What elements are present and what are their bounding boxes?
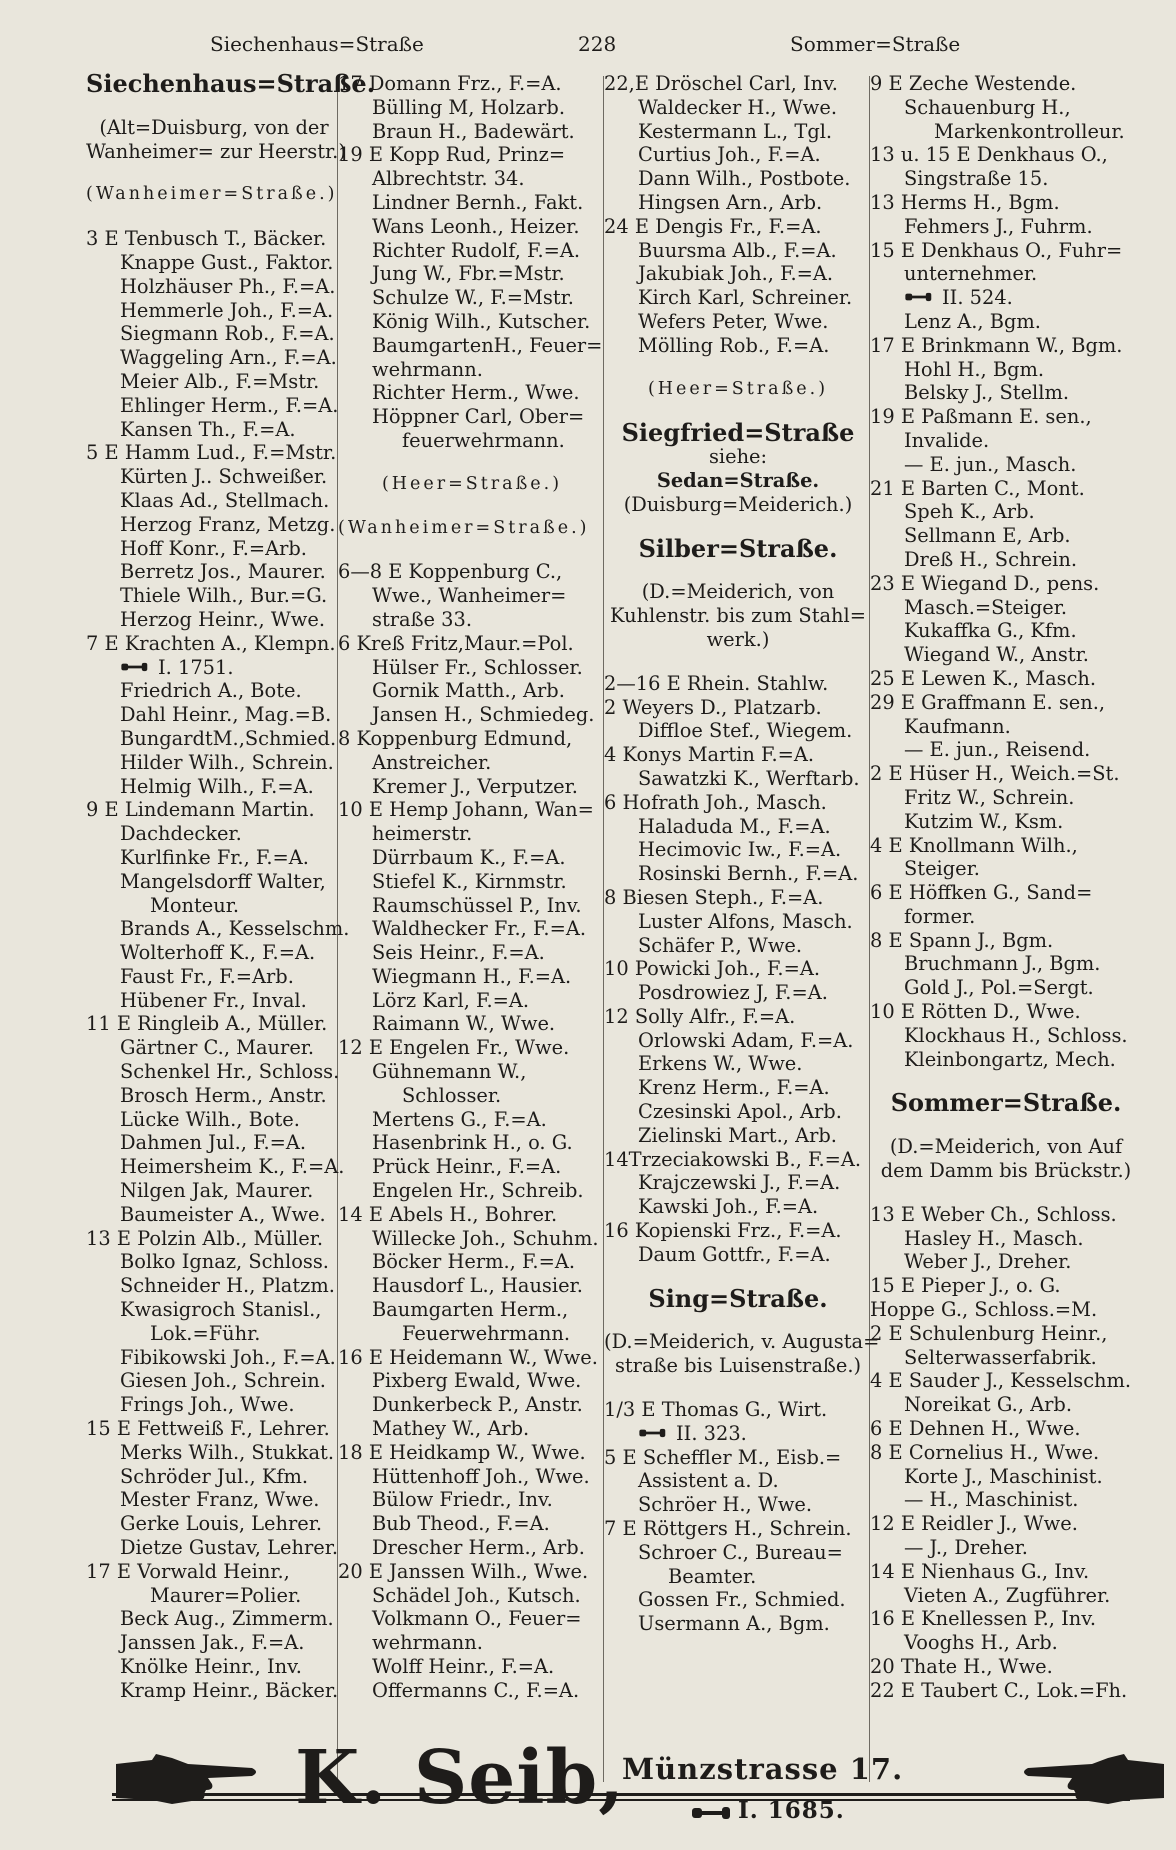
directory-line: Kukaffka G., Kfm. <box>904 619 1077 643</box>
directory-line: Mangelsdorff Walter, <box>120 869 326 893</box>
directory-line: Willecke Joh., Schuhm. <box>372 1226 599 1250</box>
directory-line: Diffloe Stef., Wiegem. <box>638 719 853 743</box>
directory-line: 5 E Scheffler M., Eisb.= <box>604 1445 842 1469</box>
directory-line: 16 Kopienski Frz., F.=A. <box>604 1219 842 1243</box>
directory-line: Friedrich A., Bote. <box>120 679 302 703</box>
telephone-icon <box>120 660 150 674</box>
directory-line: 10 Powicki Joh., F.=A. <box>604 957 820 981</box>
directory-line: Hemmerle Joh., F.=A. <box>120 298 334 322</box>
directory-line: 13 E Polzin Alb., Müller. <box>86 1226 323 1250</box>
directory-line: 12 Solly Alfr., F.=A. <box>604 1004 796 1028</box>
directory-line: 2—16 E Rhein. Stahlw. <box>604 671 829 695</box>
directory-line: Kaufmann. <box>904 714 1011 738</box>
directory-line: 11 E Ringleib A., Müller. <box>86 1012 328 1036</box>
spacer <box>870 1115 1142 1135</box>
spacer <box>338 453 606 473</box>
directory-line: Prück Heinr., F.=A. <box>372 1155 562 1179</box>
directory-line: Ehlinger Herm., F.=A. <box>120 393 339 417</box>
directory-line: Selterwasserfabrik. <box>904 1345 1097 1369</box>
directory-line: 7 E Krachten A., Klempn. <box>86 631 336 655</box>
directory-line: 2 E Schulenburg Heinr., <box>870 1321 1108 1345</box>
directory-line: Dunkerbeck P., Anstr. <box>372 1393 583 1417</box>
directory-line: Hecimovic Iw., F.=A. <box>638 838 842 862</box>
directory-line: Haladuda M., F.=A. <box>638 814 831 838</box>
directory-line: 4 E Sauder J., Kesselschm. <box>870 1369 1132 1393</box>
directory-line: Thiele Wilh., Bur.=G. <box>120 584 328 608</box>
telephone-icon <box>638 1426 668 1440</box>
directory-line: Mertens G., F.=A. <box>372 1107 547 1131</box>
directory-line: Hasley H., Masch. <box>904 1226 1084 1250</box>
directory-line: 19 E Kopp Rud, Prinz= <box>338 143 566 167</box>
directory-line: Wanheimer= zur Heerstr.) <box>86 139 346 163</box>
directory-line: heimerstr. <box>372 822 473 846</box>
directory-line: Vooghs H., Arb. <box>904 1631 1058 1655</box>
directory-line: Kutzim W., Ksm. <box>904 809 1064 833</box>
directory-line: Hoff Konr., F.=Arb. <box>120 536 307 560</box>
street-heading: Siechenhaus=Straße. <box>86 69 376 98</box>
directory-line: 6 E Höffken G., Sand= <box>870 881 1093 905</box>
spacer <box>604 652 872 672</box>
directory-line: Markenkontrolleur. <box>934 119 1125 143</box>
directory-line: — E. jun., Masch. <box>904 452 1077 476</box>
directory-line: Sedan=Straße. <box>656 468 820 492</box>
directory-line: Richter Rudolf, F.=A. <box>372 238 581 262</box>
directory-line: Rosinski Bernh., F.=A. <box>638 862 859 886</box>
telephone-number-text: II. 524. <box>942 286 1013 310</box>
directory-line: 12 E Reidler J., Wwe. <box>870 1512 1078 1536</box>
column-4 <box>870 72 1142 1782</box>
directory-line: Dürrbaum K., F.=A. <box>372 845 566 869</box>
telephone-number <box>604 1422 872 1446</box>
directory-line: Faust Fr., F.=Arb. <box>120 964 294 988</box>
directory-line: Hübener Fr., Inval. <box>120 988 307 1012</box>
page-number: 228 <box>578 32 617 56</box>
directory-line: Wiegmann H., F.=A. <box>372 964 572 988</box>
directory-line: Kuhlenstr. bis zum Stahl= <box>610 604 866 628</box>
directory-line: Hausdorf L., Hausier. <box>372 1274 583 1298</box>
directory-line: 6 Hofrath Joh., Masch. <box>604 790 827 814</box>
directory-line: Jakubiak Joh., F.=A. <box>638 262 834 286</box>
directory-line: 22,E Dröschel Carl, Inv. <box>604 72 838 95</box>
directory-line: 17 Domann Frz., F.=A. <box>338 72 562 95</box>
directory-line: 12 E Engelen Fr., Wwe. <box>338 1036 570 1060</box>
directory-line: Waggeling Arn., F.=A. <box>120 346 337 370</box>
directory-line: Fibikowski Joh., F.=A. <box>120 1345 336 1369</box>
directory-line: 25 E Lewen K., Masch. <box>870 666 1097 690</box>
directory-line: Mathey W., Arb. <box>372 1417 530 1441</box>
directory-line: Mölling Rob., F.=A. <box>638 333 830 357</box>
directory-line: Anstreicher. <box>372 750 492 774</box>
directory-line: Dann Wilh., Postbote. <box>638 167 851 191</box>
directory-line: 10 E Rötten D., Wwe. <box>870 1000 1081 1024</box>
directory-line: Buursma Alb., F.=A. <box>638 238 837 262</box>
street-heading: Siegfried=Straße <box>621 418 855 448</box>
running-head-left: Siechenhaus=Straße <box>210 32 424 56</box>
directory-line: Orlowski Adam, F.=A. <box>638 1028 854 1052</box>
directory-line: Dachdecker. <box>120 822 242 846</box>
directory-line: Zielinski Mart., Arb. <box>638 1123 837 1147</box>
directory-line: Weber J., Dreher. <box>904 1250 1072 1274</box>
directory-line: Kramp Heinr., Bäcker. <box>120 1678 339 1702</box>
directory-line: 23 E Wiegand D., pens. <box>870 571 1100 595</box>
directory-line: 6 Kreß Fritz,Maur.=Pol. <box>338 631 574 655</box>
directory-line: Schröer H., Wwe. <box>638 1493 813 1517</box>
directory-line: Belsky J., Stellm. <box>904 381 1070 405</box>
directory-line: Lücke Wilh., Bote. <box>120 1107 300 1131</box>
directory-line: Klockhaus H., Schloss. <box>904 1023 1128 1047</box>
directory-line: Feuerwehrmann. <box>402 1321 571 1345</box>
directory-line: 14Trzeciakowski B., F.=A. <box>604 1147 862 1171</box>
directory-line: 9 E Lindemann Martin. <box>86 798 315 822</box>
directory-line: Speh K., Arb. <box>904 500 1035 524</box>
directory-line: Baumeister A., Wwe. <box>120 1202 326 1226</box>
directory-line: Dietze Gustav, Lehrer. <box>120 1536 339 1560</box>
directory-line: Bruchmann J., Bgm. <box>904 952 1101 976</box>
directory-line: Krenz Herm., F.=A. <box>638 1076 830 1100</box>
street-heading: Sing=Straße. <box>648 1283 828 1313</box>
column-1 <box>86 69 376 1782</box>
directory-line: Engelen Hr., Schreib. <box>372 1179 584 1203</box>
directory-line: Sawatzki K., Werftarb. <box>638 766 860 790</box>
directory-line: Luster Alfons, Masch. <box>638 909 853 933</box>
directory-line: unternehmer. <box>904 262 1038 286</box>
directory-line: Curtius Joh., F.=A. <box>638 143 821 167</box>
directory-line: Bülling M, Holzarb. <box>372 95 565 119</box>
pointing-hand-left-icon <box>1018 1750 1168 1810</box>
directory-line: Brands A., Kesselschm. <box>120 917 350 941</box>
directory-line: 3 E Tenbusch T., Bäcker. <box>86 227 327 251</box>
directory-line: Siegmann Rob., F.=A. <box>120 322 335 346</box>
directory-line: Kwasigroch Stanisl., <box>120 1298 322 1322</box>
directory-line: Heimersheim K., F.=A. <box>120 1155 345 1179</box>
directory-line: Knappe Gust., Faktor. <box>120 250 334 274</box>
directory-line: Sellmann E, Arb. <box>904 524 1071 548</box>
spacer <box>86 96 342 116</box>
directory-line: 5 E Hamm Lud., F.=Mstr. <box>86 441 337 465</box>
directory-line: 14 E Nienhaus G., Inv. <box>870 1559 1090 1583</box>
directory-line: straße bis Luisenstraße.) <box>614 1354 862 1378</box>
directory-line: Czesinski Apol., Arb. <box>638 1100 842 1124</box>
directory-line: Stiefel K., Kirnmstr. <box>372 869 567 893</box>
directory-line: 2 E Hüser H., Weich.=St. <box>870 762 1120 786</box>
directory-line: Knölke Heinr., Inv. <box>120 1655 302 1678</box>
telephone-number-text: II. 323. <box>676 1421 747 1445</box>
directory-line: dem Damm bis Brückstr.) <box>880 1159 1132 1183</box>
spacer <box>604 1378 872 1398</box>
directory-line: (Heer=Straße.) <box>647 378 829 399</box>
street-heading: Sommer=Straße. <box>890 1088 1122 1118</box>
directory-line: Jansen H., Schmiedeg. <box>372 703 595 727</box>
directory-line: Posdrowiez J, F.=A. <box>638 981 828 1005</box>
telephone-number <box>870 286 1142 310</box>
spacer <box>604 358 872 378</box>
directory-line: (D.=Meiderich, von <box>641 580 835 604</box>
directory-line: Drescher Herm., Arb. <box>372 1536 585 1560</box>
directory-line: 2 Weyers D., Platzarb. <box>604 695 822 719</box>
directory-line: 16 E Knellessen P., Inv. <box>870 1607 1097 1631</box>
directory-line: 1/3 E Thomas G., Wirt. <box>604 1398 828 1422</box>
directory-line: (Wanheimer=Straße.) <box>338 517 590 538</box>
directory-line: Braun H., Badewärt. <box>372 119 575 143</box>
directory-line: Fritz W., Schrein. <box>904 785 1075 809</box>
directory-line: Schneider H., Platzm. <box>120 1274 335 1298</box>
directory-line: Kürten J.. Schweißer. <box>120 465 328 489</box>
directory-line: Gühnemann W., <box>372 1060 527 1084</box>
directory-line: Monteur. <box>150 893 240 917</box>
directory-line: Herzog Heinr., Wwe. <box>120 607 325 631</box>
column-3 <box>604 72 880 1782</box>
directory-line: 18 E Heidkamp W., Wwe. <box>338 1440 586 1464</box>
directory-line: Waldhecker Fr., F.=A. <box>372 917 586 941</box>
directory-line: Dahl Heinr., Mag.=B. <box>120 703 332 727</box>
directory-line: 4 E Knollmann Wilh., <box>870 833 1078 857</box>
directory-line: Fehmers J., Fuhrm. <box>904 214 1093 238</box>
directory-line: werk.) <box>706 627 770 651</box>
directory-line: 14 E Abels H., Bohrer. <box>338 1202 558 1226</box>
spacer <box>86 163 342 183</box>
directory-line: Masch.=Steiger. <box>904 595 1068 619</box>
directory-line: Steiger. <box>904 857 980 881</box>
telephone-number-text: I. 1751. <box>158 655 234 679</box>
directory-line: 4 Konys Martin F.=A. <box>604 743 815 767</box>
directory-line: Korte J., Maschinist. <box>904 1464 1103 1488</box>
directory-line: wehrmann. <box>372 1631 483 1655</box>
spacer <box>338 540 606 560</box>
directory-line: Holzhäuser Ph., F.=A. <box>120 274 336 298</box>
directory-line: (Alt=Duisburg, von der <box>99 115 329 139</box>
running-head-right: Sommer=Straße <box>790 32 961 56</box>
directory-line: 13 E Weber Ch., Schloss. <box>870 1202 1117 1226</box>
directory-line: Schauenburg H., <box>904 95 1071 119</box>
directory-line: Vieten A., Zugführer. <box>904 1583 1111 1607</box>
directory-line: 7 E Röttgers H., Schrein. <box>604 1517 852 1541</box>
directory-line: Lindner Bernh., Fakt. <box>372 190 584 214</box>
directory-line: Albrechtstr. 34. <box>372 167 525 191</box>
directory-line: former. <box>904 904 976 928</box>
directory-line: Seis Heinr., F.=A. <box>372 941 545 965</box>
directory-line: Helmig Wilh., F.=A. <box>120 774 314 798</box>
directory-line: 8 Biesen Steph., F.=A. <box>604 885 824 909</box>
directory-line: Schenkel Hr., Schloss. <box>120 1060 340 1084</box>
directory-line: Volkmann O., Feuer= <box>372 1607 582 1631</box>
spacer <box>338 497 606 517</box>
directory-line: Assistent a. D. <box>638 1469 779 1493</box>
directory-line: wehrmann. <box>372 357 483 381</box>
directory-line: Hilder Wilh., Schrein. <box>120 750 334 774</box>
directory-line: Wans Leonh., Heizer. <box>372 214 580 238</box>
directory-line: Gärtner C., Maurer. <box>120 1036 315 1060</box>
directory-line: 17 E Brinkmann W., Bgm. <box>870 333 1123 357</box>
directory-line: Kurlfinke Fr., F.=A. <box>120 845 309 869</box>
directory-line: siehe: <box>708 445 768 469</box>
directory-line: 8 E Cornelius H., Wwe. <box>870 1440 1100 1464</box>
directory-line: 24 E Dengis Fr., F.=A. <box>604 214 822 238</box>
street-heading: Silber=Straße. <box>638 533 838 563</box>
directory-line: Beck Aug., Zimmerm. <box>120 1607 334 1631</box>
directory-line: Raumschüssel P., Inv. <box>372 893 582 917</box>
directory-line: straße 33. <box>372 607 473 631</box>
directory-line: Baumgarten Herm., <box>372 1298 569 1322</box>
directory-line: 29 E Graffmann E. sen., <box>870 690 1106 714</box>
directory-line: BaumgartenH., Feuer= <box>372 333 603 357</box>
directory-line: Nilgen Jak, Maurer. <box>120 1179 314 1203</box>
directory-line: Wiegand W., Anstr. <box>904 643 1089 667</box>
advertiser-address: Münzstrasse 17. <box>622 1752 904 1786</box>
directory-line: Hohl H., Bgm. <box>904 357 1045 381</box>
directory-line: Bülow Friedr., Inv. <box>372 1488 553 1512</box>
directory-line: Lenz A., Bgm. <box>904 309 1041 333</box>
directory-line: Waldecker H., Wwe. <box>638 95 837 119</box>
directory-line: Kirch Karl, Schreiner. <box>638 286 853 310</box>
directory-line: Richter Herm., Wwe. <box>372 381 580 405</box>
directory-line: Beamter. <box>668 1564 757 1588</box>
directory-line: (Wanheimer=Straße.) <box>86 184 338 205</box>
directory-line: König Wilh., Kutscher. <box>372 309 591 333</box>
directory-line: 16 E Heidemann W., Wwe. <box>338 1345 598 1369</box>
directory-line: (D.=Meiderich, v. Augusta= <box>604 1330 880 1354</box>
directory-line: 6—8 E Koppenburg C., <box>338 560 563 584</box>
telephone-icon <box>904 290 934 304</box>
directory-line: Maurer=Polier. <box>150 1583 302 1607</box>
directory-line: Schlosser. <box>402 1083 502 1107</box>
directory-line: Usermann A., Bgm. <box>638 1612 830 1636</box>
directory-line: Pixberg Ewald, Wwe. <box>372 1369 582 1393</box>
directory-line: Bolko Ignaz, Schloss. <box>120 1250 329 1274</box>
directory-line: 8 E Spann J., Bgm. <box>870 928 1054 952</box>
directory-line: Schulze W., F.=Mstr. <box>372 286 574 310</box>
directory-line: Kleinbongartz, Mech. <box>904 1047 1116 1071</box>
directory-line: Hüttenhoff Joh., Wwe. <box>372 1464 590 1488</box>
directory-line: 20 E Janssen Wilh., Wwe. <box>338 1559 589 1583</box>
directory-line: Herzog Franz, Metzg. <box>120 512 336 536</box>
directory-line: Giesen Joh., Schrein. <box>120 1369 326 1393</box>
spacer <box>604 560 872 580</box>
directory-line: Hingsen Arn., Arb. <box>638 190 823 214</box>
directory-line: Mester Franz, Wwe. <box>120 1488 320 1512</box>
telephone-icon <box>690 1803 734 1823</box>
directory-line: Gerke Louis, Lehrer. <box>120 1512 323 1536</box>
directory-line: Kremer J., Verputzer. <box>372 774 578 798</box>
directory-line: feuerwehrmann. <box>402 428 565 452</box>
directory-line: Janssen Jak., F.=A. <box>120 1631 305 1655</box>
directory-line: 10 E Hemp Johann, Wan= <box>338 798 594 822</box>
advertiser-name: K. Seib, <box>295 1735 625 1821</box>
directory-line: 15 E Fettweiß F., Lehrer. <box>86 1417 330 1441</box>
directory-line: BungardtM.,Schmied. <box>120 726 337 750</box>
directory-line: Wolterhoff K., F.=A. <box>120 941 316 965</box>
directory-line: Offermanns C., F.=A. <box>372 1678 580 1702</box>
directory-line: Schädel Joh., Kutsch. <box>372 1583 581 1607</box>
directory-line: Schröder Jul., Kfm. <box>120 1464 309 1488</box>
directory-line: Raimann W., Wwe. <box>372 1012 556 1036</box>
directory-line: Klaas Ad., Stellmach. <box>120 488 330 512</box>
directory-line: Berretz Jos., Maurer. <box>120 560 326 584</box>
directory-line: Wolff Heinr., F.=A. <box>372 1655 555 1678</box>
directory-line: 15 E Denkhaus O., Fuhr= <box>870 238 1123 262</box>
pointing-hand-right-icon <box>112 1750 262 1810</box>
directory-line: Hasenbrink H., o. G. <box>372 1131 573 1155</box>
directory-line: Lok.=Führ. <box>150 1321 261 1345</box>
directory-line: Hoppe G., Schloss.=M. <box>870 1298 1098 1322</box>
directory-line: Lörz Karl, F.=A. <box>372 988 530 1012</box>
column-2 <box>338 72 606 1782</box>
directory-line: Daum Gottfr., F.=A. <box>638 1242 831 1266</box>
spacer <box>870 1183 1142 1203</box>
directory-line: Wwe., Wanheimer= <box>372 584 567 608</box>
telephone-number <box>86 656 342 680</box>
directory-line: (Heer=Straße.) <box>381 473 563 494</box>
directory-line: Invalide. <box>904 428 990 452</box>
directory-line: Dahmen Jul., F.=A. <box>120 1131 307 1155</box>
directory-line: — J., Dreher. <box>904 1536 1028 1560</box>
directory-line: 19 E Paßmann E. sen., <box>870 405 1092 429</box>
directory-line: 13 u. 15 E Denkhaus O., <box>870 143 1108 167</box>
directory-line: 20 Thate H., Wwe. <box>870 1655 1053 1678</box>
directory-line: Frings Joh., Wwe. <box>120 1393 295 1417</box>
directory-line: (Duisburg=Meiderich.) <box>623 492 853 516</box>
directory-line: Hülser Fr., Schlosser. <box>372 655 583 679</box>
directory-line: Dreß H., Schrein. <box>904 547 1078 571</box>
directory-line: Kestermann L., Tgl. <box>638 119 833 143</box>
directory-line: Singstraße 15. <box>904 167 1049 191</box>
directory-line: Kawski Joh., F.=A. <box>638 1195 819 1219</box>
directory-line: Erkens W., Wwe. <box>638 1052 803 1076</box>
directory-line: — E. jun., Reisend. <box>904 738 1091 762</box>
directory-line: Brosch Herm., Anstr. <box>120 1083 327 1107</box>
directory-line: Gold J., Pol.=Sergt. <box>904 976 1094 1000</box>
directory-line: 9 E Zeche Westende. <box>870 72 1077 95</box>
directory-line: Böcker Herm., F.=A. <box>372 1250 575 1274</box>
spacer <box>86 207 342 227</box>
directory-line: Jung W., Fbr.=Mstr. <box>372 262 565 286</box>
directory-line: Krajczewski J., F.=A. <box>638 1171 841 1195</box>
directory-line: — H., Maschinist. <box>904 1488 1079 1512</box>
directory-line: Kansen Th., F.=A. <box>120 417 296 441</box>
directory-line: 6 E Dehnen H., Wwe. <box>870 1417 1081 1441</box>
directory-line: Gossen Fr., Schmied. <box>638 1588 846 1612</box>
directory-line: Bub Theod., F.=A. <box>372 1512 550 1536</box>
directory-line: (D.=Meiderich, von Auf <box>889 1135 1123 1159</box>
directory-line: Noreikat G., Arb. <box>904 1393 1072 1417</box>
advertiser-telephone: I. 1685. <box>738 1797 845 1824</box>
directory-line: Gornik Matth., Arb. <box>372 679 565 703</box>
directory-line: 22 E Taubert C., Lok.=Fh. <box>870 1678 1128 1702</box>
directory-line: Merks Wilh., Stukkat. <box>120 1440 335 1464</box>
directory-line: Höppner Carl, Ober= <box>372 405 585 429</box>
directory-line: Schroer C., Bureau= <box>638 1540 843 1564</box>
spacer <box>604 1310 872 1330</box>
directory-line: 8 Koppenburg Edmund, <box>338 726 573 750</box>
directory-line: Wefers Peter, Wwe. <box>638 309 829 333</box>
directory-line: 17 E Vorwald Heinr., <box>86 1559 290 1583</box>
directory-line: 21 E Barten C., Mont. <box>870 476 1085 500</box>
directory-line: 15 E Pieper J., o. G. <box>870 1274 1061 1298</box>
directory-line: Schäfer P., Wwe. <box>638 933 803 957</box>
directory-line: 13 Herms H., Bgm. <box>870 190 1060 214</box>
directory-line: Meier Alb., F.=Mstr. <box>120 369 320 393</box>
